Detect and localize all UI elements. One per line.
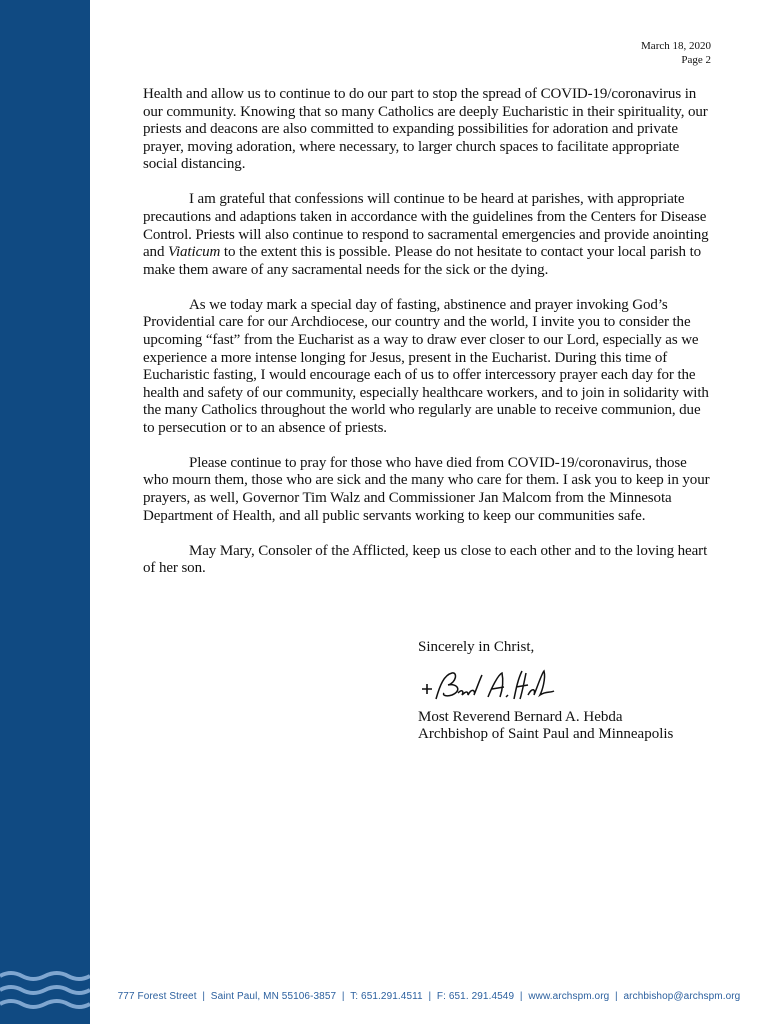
sidebar-band (0, 0, 90, 1024)
signatory-name: Most Reverend Bernard A. Hebda (418, 708, 623, 725)
paragraph-3: As we today mark a special day of fasting, abstinence and prayer invoking God’s Providential care for our Archdiocese, our country and the world, I invite you to consider the upcoming “fast” from the Eucharist as a way to draw ever closer to our Lord, especially as we experience a more intense longing for Jesus, present in the Eucharist. During this time of Eucharistic fasting, I would encourage each of us to offer intercessory prayer each day for the health and safety of our community, especially healthcare workers, and to join in solidarity with the many Catholics throughout the world who regularly are unable to receive communion, due to persecution or to an absence of priests. (143, 296, 709, 436)
page-header (641, 39, 711, 67)
handwritten-signature (418, 665, 558, 705)
paragraph-2-text-b: to the extent this is possible. Please do not hesitate to contact your local parish to make them aware of any sacramental needs for the sick or the dying. (143, 244, 702, 278)
paragraph-5: May Mary, Consoler of the Afflicted, keep us close to each other and to the loving heart of her son. (143, 542, 708, 577)
page-number: Page 2 (681, 54, 711, 66)
footer-contact (90, 991, 768, 1002)
footer-contact-text: 777 Forest Street | Saint Paul, MN 55106-3857 | T: 651.291.4511 | F: 651. 291.4549 | www.archspm.org | archbishop@archspm.org (117, 991, 741, 1002)
letter-body (143, 86, 711, 595)
paragraph-2-italic: Viaticum (168, 244, 221, 261)
paragraph-1: Health and allow us to continue to do our part to stop the spread of COVID-19/coronavirus in our community. Knowing that so many Catholics are deeply Eucharistic in their spirituality, our priests and deacons are also committed to expanding possibilities for adoration and private prayer, moving adoration, where necessary, to larger church spaces to facilitate appropriate social distancing. (143, 86, 708, 173)
letter-date: March 18, 2020 (641, 40, 711, 52)
wave-decoration-icon (0, 964, 90, 1024)
signature-block (418, 639, 673, 744)
signatory-title: Archbishop of Saint Paul and Minneapolis (418, 726, 674, 743)
paragraph-4: Please continue to pray for those who have died from COVID-19/coronavirus, those who mourn them, those who are sick and the many who care for them. I ask you to keep in your prayers, as well, Governor Tim Walz and Commissioner Jan Malcom from the Minnesota Department of Health, and all public servants working to keep our communities safe. (143, 454, 710, 524)
salutation: Sincerely in Christ, (418, 639, 535, 655)
paragraph-2-text-a: I am grateful that confessions will continue to be heard at parishes, with appropriate precautions and adaptions taken in accordance with the guidelines from the Centers for Disease Control. Priests will also continue to respond to sacramental emergencies and provide anointing and (143, 191, 709, 261)
paragraph-2 (143, 191, 711, 279)
